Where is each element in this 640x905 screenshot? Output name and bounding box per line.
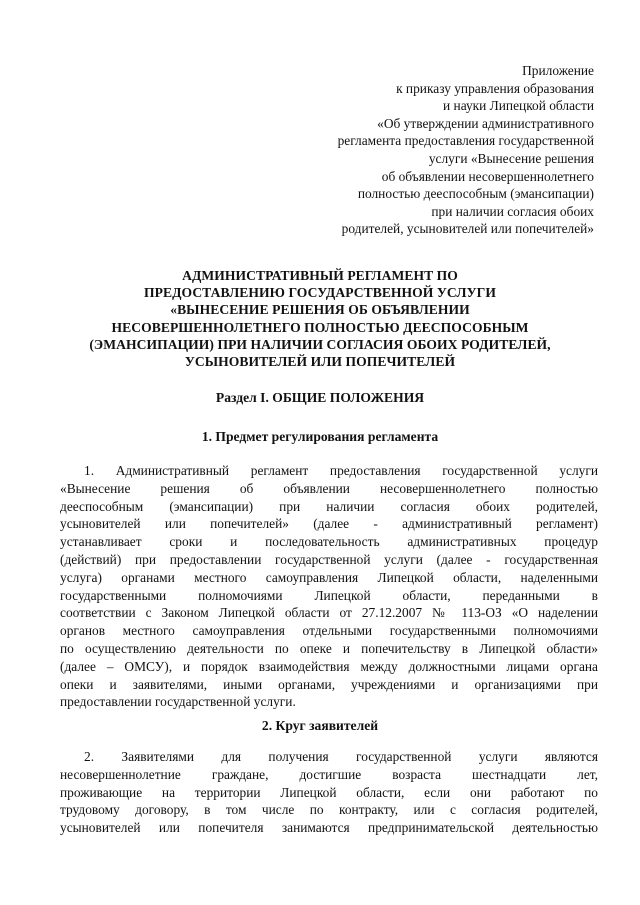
appendix-line: и науки Липецкой области (443, 98, 594, 114)
appendix-line: при наличии согласия обоих (431, 203, 594, 219)
appendix-line: родителей, усыновителей или попечителей» (341, 221, 594, 237)
title-line: УСЫНОВИТЕЛЕЙ ИЛИ ПОПЕЧИТЕЛЕЙ (184, 354, 456, 370)
paragraph-line: несовершеннолетние граждане, достигшие возраста шестнадцати лет, (60, 766, 598, 782)
paragraph-line: (далее – ОМСУ), и порядок взаимодействия между должностными лицами органа (60, 658, 598, 674)
appendix-line: Приложение (522, 63, 594, 78)
appendix-line: услуги «Вынесение решения (428, 150, 594, 166)
paragraph-line: соответствии с Законом Липецкой области от 27.12.2007 № 113-ОЗ «О наделении (60, 605, 598, 621)
paragraph-line: дееспособным (эмансипации) при наличии согласия обоих родителей, (60, 498, 598, 514)
appendix-line: об объявлении несовершеннолетнего (381, 168, 594, 184)
paragraph-line: «Вынесение решения об объявлении несовершеннолетнего полностью (60, 480, 598, 496)
paragraph-line: устанавливает сроки и последовательность административных процедур (60, 534, 598, 550)
title-line: (ЭМАНСИПАЦИИ) ПРИ НАЛИЧИИ СОГЛАСИЯ ОБОИХ РОДИТЕЛЕЙ, (89, 336, 551, 352)
paragraph-line: предоставлении государственной услуги. (60, 694, 296, 710)
paragraph-line: проживающие на территории Липецкой области, если они работают по (60, 784, 598, 800)
appendix-block (338, 62, 594, 238)
appendix-line: полностью дееспособным (эмансипации) (357, 186, 594, 202)
section-heading: Раздел I. ОБЩИЕ ПОЛОЖЕНИЯ (215, 390, 425, 405)
title-line: «ВЫНЕСЕНИЕ РЕШЕНИЯ ОБ ОБЪЯВЛЕНИИ (170, 302, 470, 318)
paragraph-line: опеки и заявителями, иными органами, учреждениями и организациями при (60, 676, 598, 692)
paragraph-line: 1. Административный регламент предоставления государственной услуги (84, 463, 598, 478)
paragraph-applicants (60, 748, 598, 837)
paragraph-line: усыновителей или попечителя занимаются предпринимательской деятельностью (60, 820, 598, 836)
paragraph-line: 2. Заявителями для получения государственной услуги являются (84, 749, 598, 764)
title-line: НЕСОВЕРШЕННОЛЕТНЕГО ПОЛНОСТЬЮ ДЕЕСПОСОБНЫМ (111, 319, 529, 335)
appendix-line: к приказу управления образования (396, 80, 594, 96)
paragraph-line: трудовому договору, в том числе по контракту, или с согласия родителей, (60, 802, 598, 818)
paragraph-subject (60, 462, 598, 711)
subject-heading: 1. Предмет регулирования регламента (201, 429, 439, 444)
paragraph-line: усыновителей или попечителей» (далее - административный регламент) (60, 516, 598, 532)
paragraph-line: (действий) при предоставлении государственной услуги (далее - государственная (60, 551, 598, 567)
applicants-heading: 2. Круг заявителей (261, 718, 379, 733)
paragraph-line: государственными полномочиями Липецкой области, переданными в (60, 587, 598, 603)
paragraph-line: услуга) органами местного самоуправления Липецкой области, наделенными (60, 569, 598, 585)
paragraph-line: органов местного самоуправления отдельными государственными полномочиями (60, 623, 598, 639)
appendix-line: «Об утверждении административного (377, 115, 594, 131)
document-title (40, 267, 600, 370)
title-line: АДМИНИСТРАТИВНЫЙ РЕГЛАМЕНТ ПО (182, 268, 458, 283)
paragraph-line: по осуществлению деятельности по опеке и попечительству в Липецкой области» (60, 640, 598, 656)
appendix-line: регламента предоставления государственной (337, 133, 594, 149)
title-line: ПРЕДОСТАВЛЕНИЮ ГОСУДАРСТВЕННОЙ УСЛУГИ (144, 285, 496, 301)
